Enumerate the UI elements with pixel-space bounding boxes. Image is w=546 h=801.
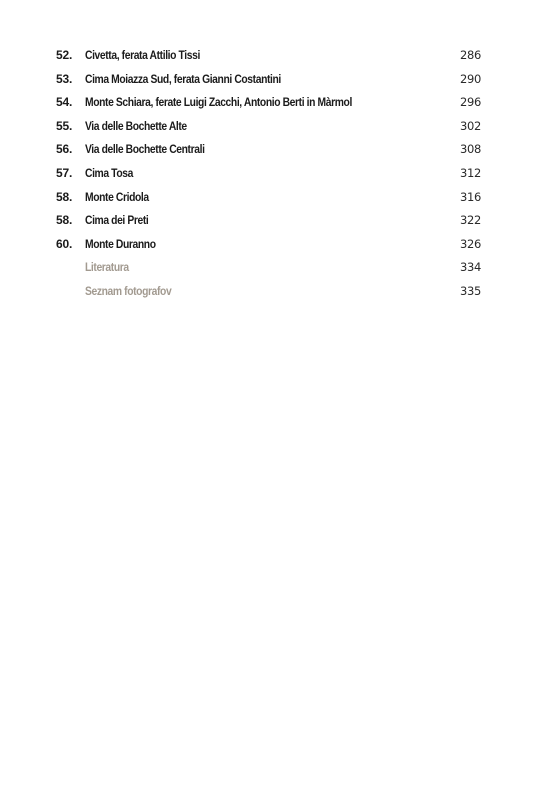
- toc-entry-literature[interactable]: [56, 256, 486, 280]
- toc-entry-number: 54.: [56, 95, 73, 110]
- toc-entry-title: Civetta, ferata Attilio Tissi: [85, 48, 200, 62]
- toc-entry-number: 56.: [56, 142, 73, 157]
- toc-entry[interactable]: [56, 209, 486, 233]
- toc-entry-photographers[interactable]: [56, 280, 486, 304]
- toc-entry-page: 326: [460, 236, 482, 251]
- toc-entry[interactable]: [56, 91, 486, 115]
- toc-entry-number: 58.: [56, 213, 73, 228]
- toc-entry-page: 286: [460, 48, 482, 62]
- toc-entry[interactable]: [56, 44, 486, 68]
- toc-entry-title: Monte Duranno: [85, 236, 156, 251]
- toc-entry-page: 290: [460, 71, 482, 86]
- toc-entry-page: 312: [460, 165, 482, 180]
- table-of-contents: [56, 44, 486, 304]
- toc-entry-number: 58.: [56, 189, 73, 204]
- toc-entry-number: 53.: [56, 71, 73, 86]
- toc-entry-page: 308: [460, 142, 482, 157]
- toc-entry-title: Seznam fotografov: [85, 283, 172, 298]
- toc-entry-page: 296: [460, 95, 482, 110]
- toc-entry-page: 302: [460, 118, 482, 133]
- toc-entry-page: 322: [460, 213, 482, 228]
- toc-entry-number: 57.: [56, 165, 73, 180]
- toc-entry[interactable]: [56, 162, 486, 186]
- toc-entry[interactable]: [56, 233, 486, 257]
- toc-entry-title: Via delle Bochette Centrali: [85, 142, 205, 157]
- toc-entry-title: Cima dei Preti: [85, 213, 149, 228]
- toc-entry-title: Cima Moiazza Sud, ferata Gianni Costantini: [85, 71, 281, 86]
- toc-entry[interactable]: [56, 68, 486, 92]
- toc-entry-title: Via delle Bochette Alte: [85, 118, 187, 133]
- toc-entry-page: 334: [460, 260, 482, 275]
- toc-entry-number: 52.: [56, 48, 73, 62]
- toc-entry-number: 60.: [56, 236, 73, 251]
- toc-entry-title: Monte Schiara, ferate Luigi Zacchi, Antonio Berti in Màrmol: [85, 95, 352, 110]
- toc-entry-title: Cima Tosa: [85, 165, 133, 180]
- toc-entry-page: 335: [460, 283, 482, 298]
- toc-entry-title: Literatura: [85, 260, 129, 275]
- toc-entry-page: 316: [460, 189, 482, 204]
- toc-entry[interactable]: [56, 138, 486, 162]
- toc-entry-number: 55.: [56, 118, 73, 133]
- toc-entry[interactable]: [56, 186, 486, 210]
- toc-entry-title: Monte Cridola: [85, 189, 149, 204]
- toc-entry[interactable]: [56, 115, 486, 139]
